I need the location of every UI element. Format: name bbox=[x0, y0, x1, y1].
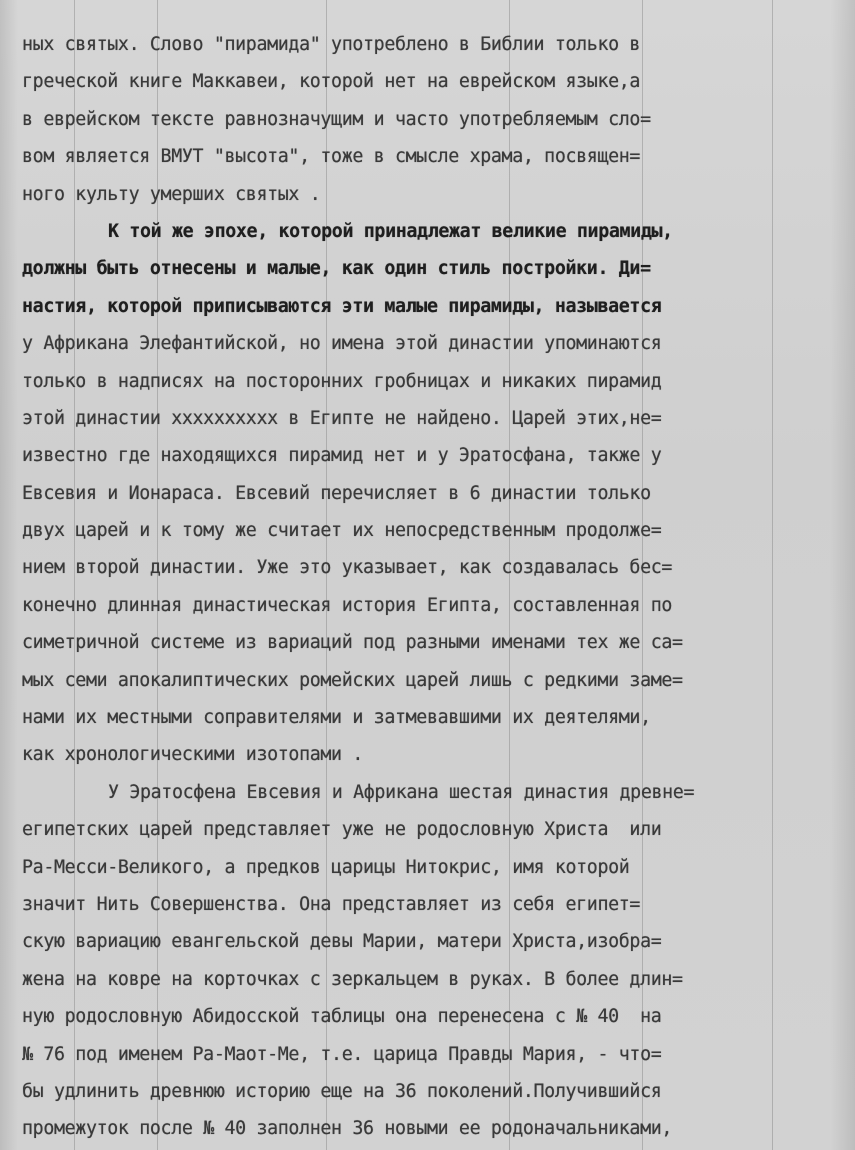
text-line: промежуток после № 40 заполнен 36 новыми ее родоначальниками, bbox=[22, 1118, 673, 1140]
document-body bbox=[22, 26, 850, 1148]
text-line: Евсевия и Ионараса. Евсевий перечисляет в 6 династии только bbox=[22, 482, 651, 504]
text-line: двух царей и к тому же считает их непосредственным продолже= bbox=[22, 520, 662, 542]
text-line: должны быть отнесены и малые, как один стиль постройки. Ди= bbox=[22, 258, 651, 280]
text-line: бы удлинить древнюю историю еще на 36 поколений.Получившийся bbox=[22, 1080, 662, 1102]
text-line: египетских царей представляет уже не родословную Христа или bbox=[22, 819, 662, 841]
text-line: конечно длинная династическая история Египта, составленная по bbox=[22, 594, 673, 616]
text-line: скую вариацию евангельской девы Марии, матери Христа,изобра= bbox=[22, 931, 662, 953]
text-line: известно где находящихся пирамид нет и у Эратосфана, также у bbox=[22, 445, 662, 467]
text-line: только в надписях на посторонних гробницах и никаких пирамид bbox=[22, 370, 662, 392]
text-line: как хронологическими изотопами . bbox=[22, 744, 363, 766]
text-line: нами их местными соправителями и затмевавшими их деятелями, bbox=[22, 707, 651, 729]
text-line: значит Нить Совершенства. Она представляет из себя египет= bbox=[22, 893, 641, 915]
text-line: К той же эпохе, которой принадлежат великие пирамиды, bbox=[108, 220, 673, 242]
text-line: Ра-Месси-Великого, а предков царицы Нитокрис, имя которой bbox=[22, 856, 630, 878]
text-line: жена на ковре на корточках с зеркальцем в руках. В более длин= bbox=[22, 968, 683, 990]
text-line: настия, которой приписываются эти малые пирамиды, называется bbox=[22, 295, 662, 317]
text-line: нием второй династии. Уже это указывает, как создавалась бес= bbox=[22, 557, 673, 579]
text-line: У Эратосфена Евсевия и Африкана шестая династия древне= bbox=[108, 781, 695, 803]
text-line: мых семи апокалиптических ромейских царей лишь с редкими заме= bbox=[22, 669, 683, 691]
text-line: № 76 под именем Ра-Маот-Ме, т.е. царица Правды Мария, - что= bbox=[22, 1043, 662, 1065]
text-line: в еврейском тексте равнозначущим и часто употребляемым сло= bbox=[22, 108, 651, 130]
text-line: ную родословную Абидосской таблицы она перенесена с № 40 на bbox=[22, 1006, 662, 1028]
text-line: этой династии xxxxxxxxxx в Египте не найдено. Царей этих,не= bbox=[22, 407, 662, 429]
text-line: ного культу умерших святых . bbox=[22, 183, 321, 205]
text-line: ных святых. Слово "пирамида" употреблено в Библии только в bbox=[22, 34, 641, 55]
text-line: у Африкана Элефантийской, но имена этой династии упоминаются bbox=[22, 333, 662, 355]
text-line: вом является ВМУТ "высота", тоже в смысле храма, посвящен= bbox=[22, 146, 641, 168]
text-line: греческой книге Маккавеи, которой нет на еврейском языке,а bbox=[22, 71, 641, 93]
text-line: симетричной системе из вариаций под разными именами тех же са= bbox=[22, 632, 683, 654]
